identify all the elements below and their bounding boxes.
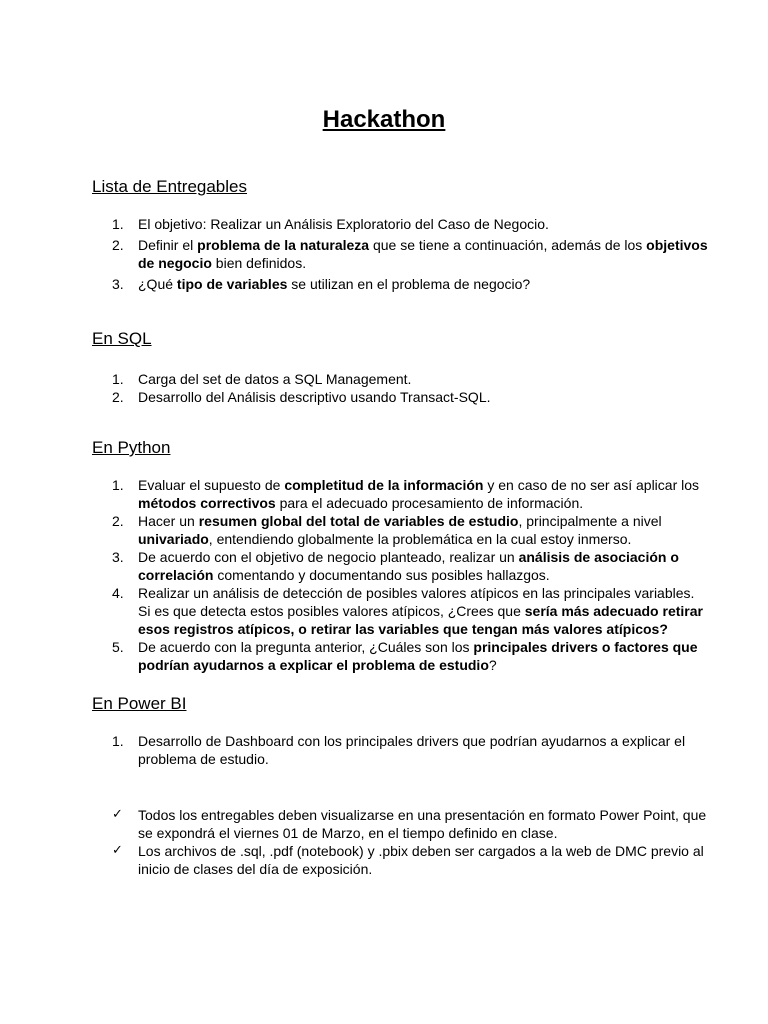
list-item [92,388,708,406]
list-text: Desarrollo de Dashboard con los principales drivers que podrían ayudarnos a explicar el problema de estudio. [138,733,686,767]
list-text: De acuerdo con la pregunta anterior, ¿Cuáles son los principales drivers o factores que podrían ayudarnos a explicar el problema de estudio? [138,639,698,673]
check-icon: ✓ [112,843,123,858]
entregables-list [92,215,708,293]
list-item [92,638,708,674]
list-item [92,512,708,548]
note-item [92,842,708,878]
list-number: 2. [112,237,124,253]
list-item [92,548,708,584]
check-icon: ✓ [112,807,123,822]
list-text: El objetivo: Realizar un Análisis Exploratorio del Caso de Negocio. [138,216,549,232]
list-text: Hacer un resumen global del total de variables de estudio, principalmente a nivel univariado, entendiendo globalmente la problemática en la cual estoy inmerso. [138,513,662,547]
list-text: ¿Qué tipo de variables se utilizan en el problema de negocio? [138,276,531,292]
list-item [92,476,708,512]
section-heading-sql: En SQL [92,329,152,348]
list-number: 1. [112,477,124,493]
python-list [92,476,708,674]
list-item [92,275,708,293]
list-number: 4. [112,585,124,601]
note-text: Todos los entregables deben visualizarse en una presentación en formato Power Point, que se expondrá el viernes 01 de Marzo, en el tiempo definido en clase. [138,807,707,841]
list-text: Desarrollo del Análisis descriptivo usando Transact-SQL. [138,389,491,405]
list-text: Evaluar el supuesto de completitud de la información y en caso de no ser así aplicar los métodos correctivos para el adecuado procesamiento de información. [138,477,700,511]
list-item [92,584,708,638]
list-number: 1. [112,733,124,749]
list-item [92,370,708,388]
sql-list [92,370,708,406]
list-number: 1. [112,371,124,387]
list-number: 3. [112,549,124,565]
list-number: 1. [112,216,124,232]
list-item [92,236,708,272]
note-text: Los archivos de .sql, .pdf (notebook) y .pbix deben ser cargados a la web de DMC previo al inicio de clases del día de exposición. [138,843,704,877]
list-text: Realizar un análisis de detección de posibles valores atípicos en las principales variables. Si es que detecta estos posibles valores atípicos, ¿Crees que sería más adecuado retirar esos registros atípicos, o retirar las variables que tengan más valores atípicos? [138,585,703,637]
notes-list [92,806,708,878]
list-number: 2. [112,513,124,529]
list-number: 2. [112,389,124,405]
document-title: Hackathon [322,106,446,133]
list-item [92,215,708,233]
list-text: Definir el problema de la naturaleza que se tiene a continuación, además de los objetivos de negocio bien definidos. [138,237,708,271]
powerbi-list [92,732,708,768]
section-heading-python: En Python [92,438,171,457]
section-heading-powerbi: En Power BI [92,694,187,713]
list-number: 3. [112,276,124,292]
list-text: Carga del set de datos a SQL Management. [138,371,412,387]
note-item [92,806,708,842]
list-item [92,732,708,768]
list-text: De acuerdo con el objetivo de negocio planteado, realizar un análisis de asociación o correlación comentando y documentando sus posibles hallazgos. [138,549,679,583]
section-heading-entregables: Lista de Entregables [92,177,247,196]
list-number: 5. [112,639,124,655]
